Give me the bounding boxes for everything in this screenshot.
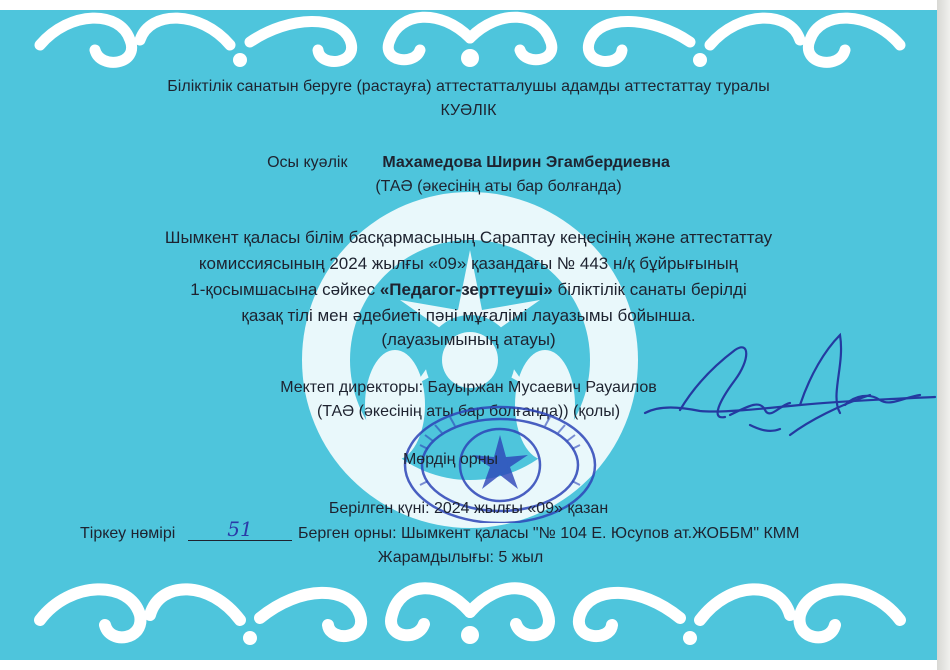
holder-line	[0, 153, 937, 173]
body-line-3	[0, 280, 937, 300]
certificate-title: КУӘЛІК	[440, 102, 497, 119]
director-note: (ТАӘ (әкесінің аты бар болғанда)) (қолы)	[316, 403, 621, 420]
director-signature	[640, 325, 940, 465]
director-line: Мектеп директоры: Бауыржан Мусаевич Рауаилов	[280, 379, 657, 396]
body-line-1: Шымкент қаласы білім басқармасының Сараптау кеңесінің және аттестаттау	[164, 228, 773, 247]
holder-note: (ТАӘ (әкесінің аты бар болғанда)	[375, 178, 622, 195]
body-line-4: қазақ тілі мен әдебиеті пәні мұғалімі лауазымы бойынша.	[241, 306, 696, 325]
body-line-2: комиссиясының 2024 жылғы «09» қазандағы № 443 н/қ бұйрығының	[198, 254, 739, 273]
holder-label: Осы куәлік	[267, 154, 348, 171]
issue-place: Берген орны: Шымкент қаласы "№ 104 Е. Юсупов ат.ЖОББМ" КММ	[298, 525, 800, 542]
paper-edge	[937, 0, 950, 670]
position-note: (лауазымының атауы)	[381, 330, 556, 349]
bottom-ornament	[0, 560, 937, 670]
registration-number: 51	[188, 522, 292, 541]
qualification-category: «Педагог-зерттеуші»	[379, 280, 553, 299]
validity-period: Жарамдылығы: 5 жыл	[377, 549, 544, 566]
top-ornament	[0, 0, 937, 80]
registration-label: Тіркеу нөмірі	[80, 525, 176, 542]
body-line-3-end: біліктілік санаты берілді	[552, 280, 747, 299]
issue-date: Берілген күні: 2024 жылғы «09» қазан	[328, 500, 609, 517]
body-line-3-start: 1-қосымшасына сәйкес	[190, 280, 380, 299]
certificate-subtitle: Біліктілік санатын беруге (растауға) аттестатталушы адамды аттестаттау туралы	[167, 78, 770, 95]
seal-placeholder-label: Мөрдің орны	[402, 451, 499, 468]
holder-name: Махамедова Ширин Эгамбердиевна	[382, 154, 670, 171]
